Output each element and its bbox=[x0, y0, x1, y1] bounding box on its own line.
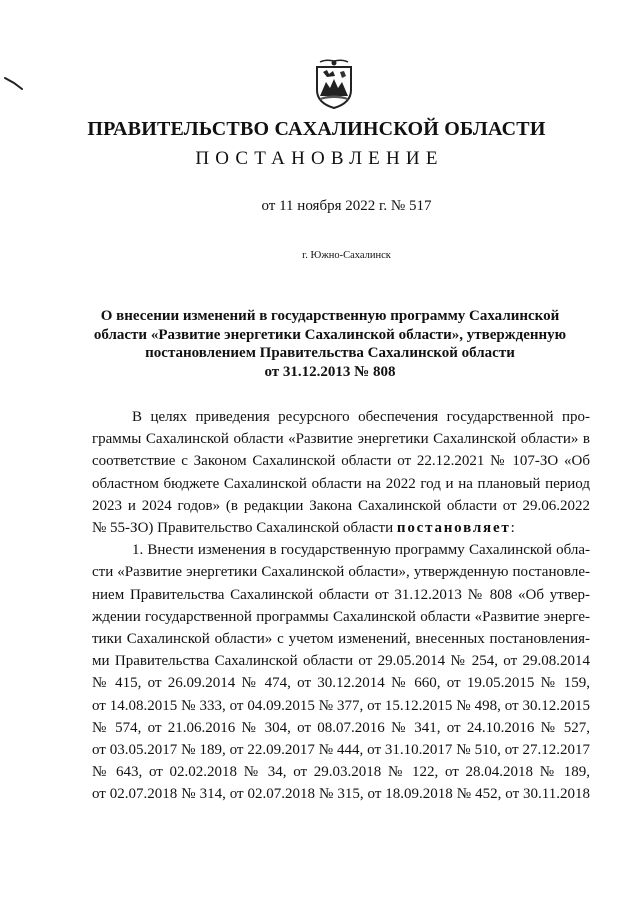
document-city: г. Южно-Сахалинск bbox=[302, 250, 391, 261]
item1-line: 1. Внести изменения в государственную программу Сахалинской обла- bbox=[132, 542, 590, 559]
preamble-final-text: № 55-ЗО) Правительство Сахалинской области bbox=[92, 520, 394, 537]
document-date-number: от 11 ноября 2022 г. № 517 bbox=[261, 198, 432, 214]
subject-line: постановлением Правительства Сахалинской области bbox=[145, 345, 515, 361]
document-type: ПОСТАНОВЛЕНИЕ bbox=[195, 148, 444, 169]
item1-line: от 02.07.2018 № 314, от 02.07.2018 № 315, от 18.09.2018 № 452, от 30.11.2018 bbox=[92, 786, 590, 803]
item1-line: от 14.08.2015 № 333, от 04.09.2015 № 377, от 15.12.2015 № 498, от 30.12.2015 bbox=[92, 697, 590, 714]
preamble-line: областном бюджете Сахалинской области на 2022 год и на плановый период bbox=[92, 475, 590, 492]
item1-line: нием Правительства Сахалинской области от 31.12.2013 № 808 «Об утвер- bbox=[92, 586, 590, 603]
item1-line: № 415, от 26.09.2014 № 474, от 30.12.2014 № 660, от 19.05.2015 № 159, bbox=[92, 675, 590, 692]
subject-line: области «Развитие энергетики Сахалинской области», утвержденную bbox=[93, 326, 567, 343]
preamble-line: 2023 и 2024 годов» (в редакции Закона Сахалинской области от 29.06.2022 bbox=[92, 497, 590, 514]
decree-word: постановляет bbox=[396, 520, 511, 537]
decree-colon: : bbox=[510, 520, 515, 537]
item1-line: ждении государственной программы Сахалинской области «Развитие энерге- bbox=[92, 608, 590, 625]
preamble-line: граммы Сахалинской области «Развитие энергетики Сахалинской области» в bbox=[92, 431, 590, 448]
item1-line: сти «Развитие энергетики Сахалинской области», утвержденную постановле- bbox=[92, 564, 590, 581]
subject-line: О внесении изменений в государственную программу Сахалинской bbox=[100, 308, 560, 324]
scan-mark-icon bbox=[4, 76, 24, 92]
coat-of-arms-icon bbox=[314, 58, 354, 110]
document-body bbox=[92, 406, 590, 806]
preamble-line: В целях приведения ресурсного обеспечения государственной про- bbox=[132, 409, 590, 425]
item1-line: № 574, от 21.06.2016 № 304, от 08.07.2016 № 341, от 24.10.2016 № 527, bbox=[92, 719, 590, 736]
preamble-line: соответствие с Законом Сахалинской области от 22.12.2021 № 107-ЗО «Об bbox=[92, 453, 590, 470]
item1-line: № 643, от 02.02.2018 № 34, от 29.03.2018 № 122, от 28.04.2018 № 189, bbox=[92, 764, 590, 781]
item1-line: ми Правительства Сахалинской области от 29.05.2014 № 254, от 29.08.2014 bbox=[92, 653, 590, 670]
org-title: ПРАВИТЕЛЬСТВО САХАЛИНСКОЙ ОБЛАСТИ bbox=[87, 118, 546, 140]
item1-line: от 03.05.2017 № 189, от 22.09.2017 № 444, от 31.10.2017 № 510, от 27.12.2017 bbox=[92, 742, 590, 759]
subject-line: от 31.12.2013 № 808 bbox=[264, 363, 396, 380]
document-subject bbox=[90, 307, 570, 381]
preamble-final-line bbox=[92, 517, 590, 539]
item1-line: тики Сахалинской области» с учетом изменений, внесенных постановления- bbox=[92, 631, 590, 648]
